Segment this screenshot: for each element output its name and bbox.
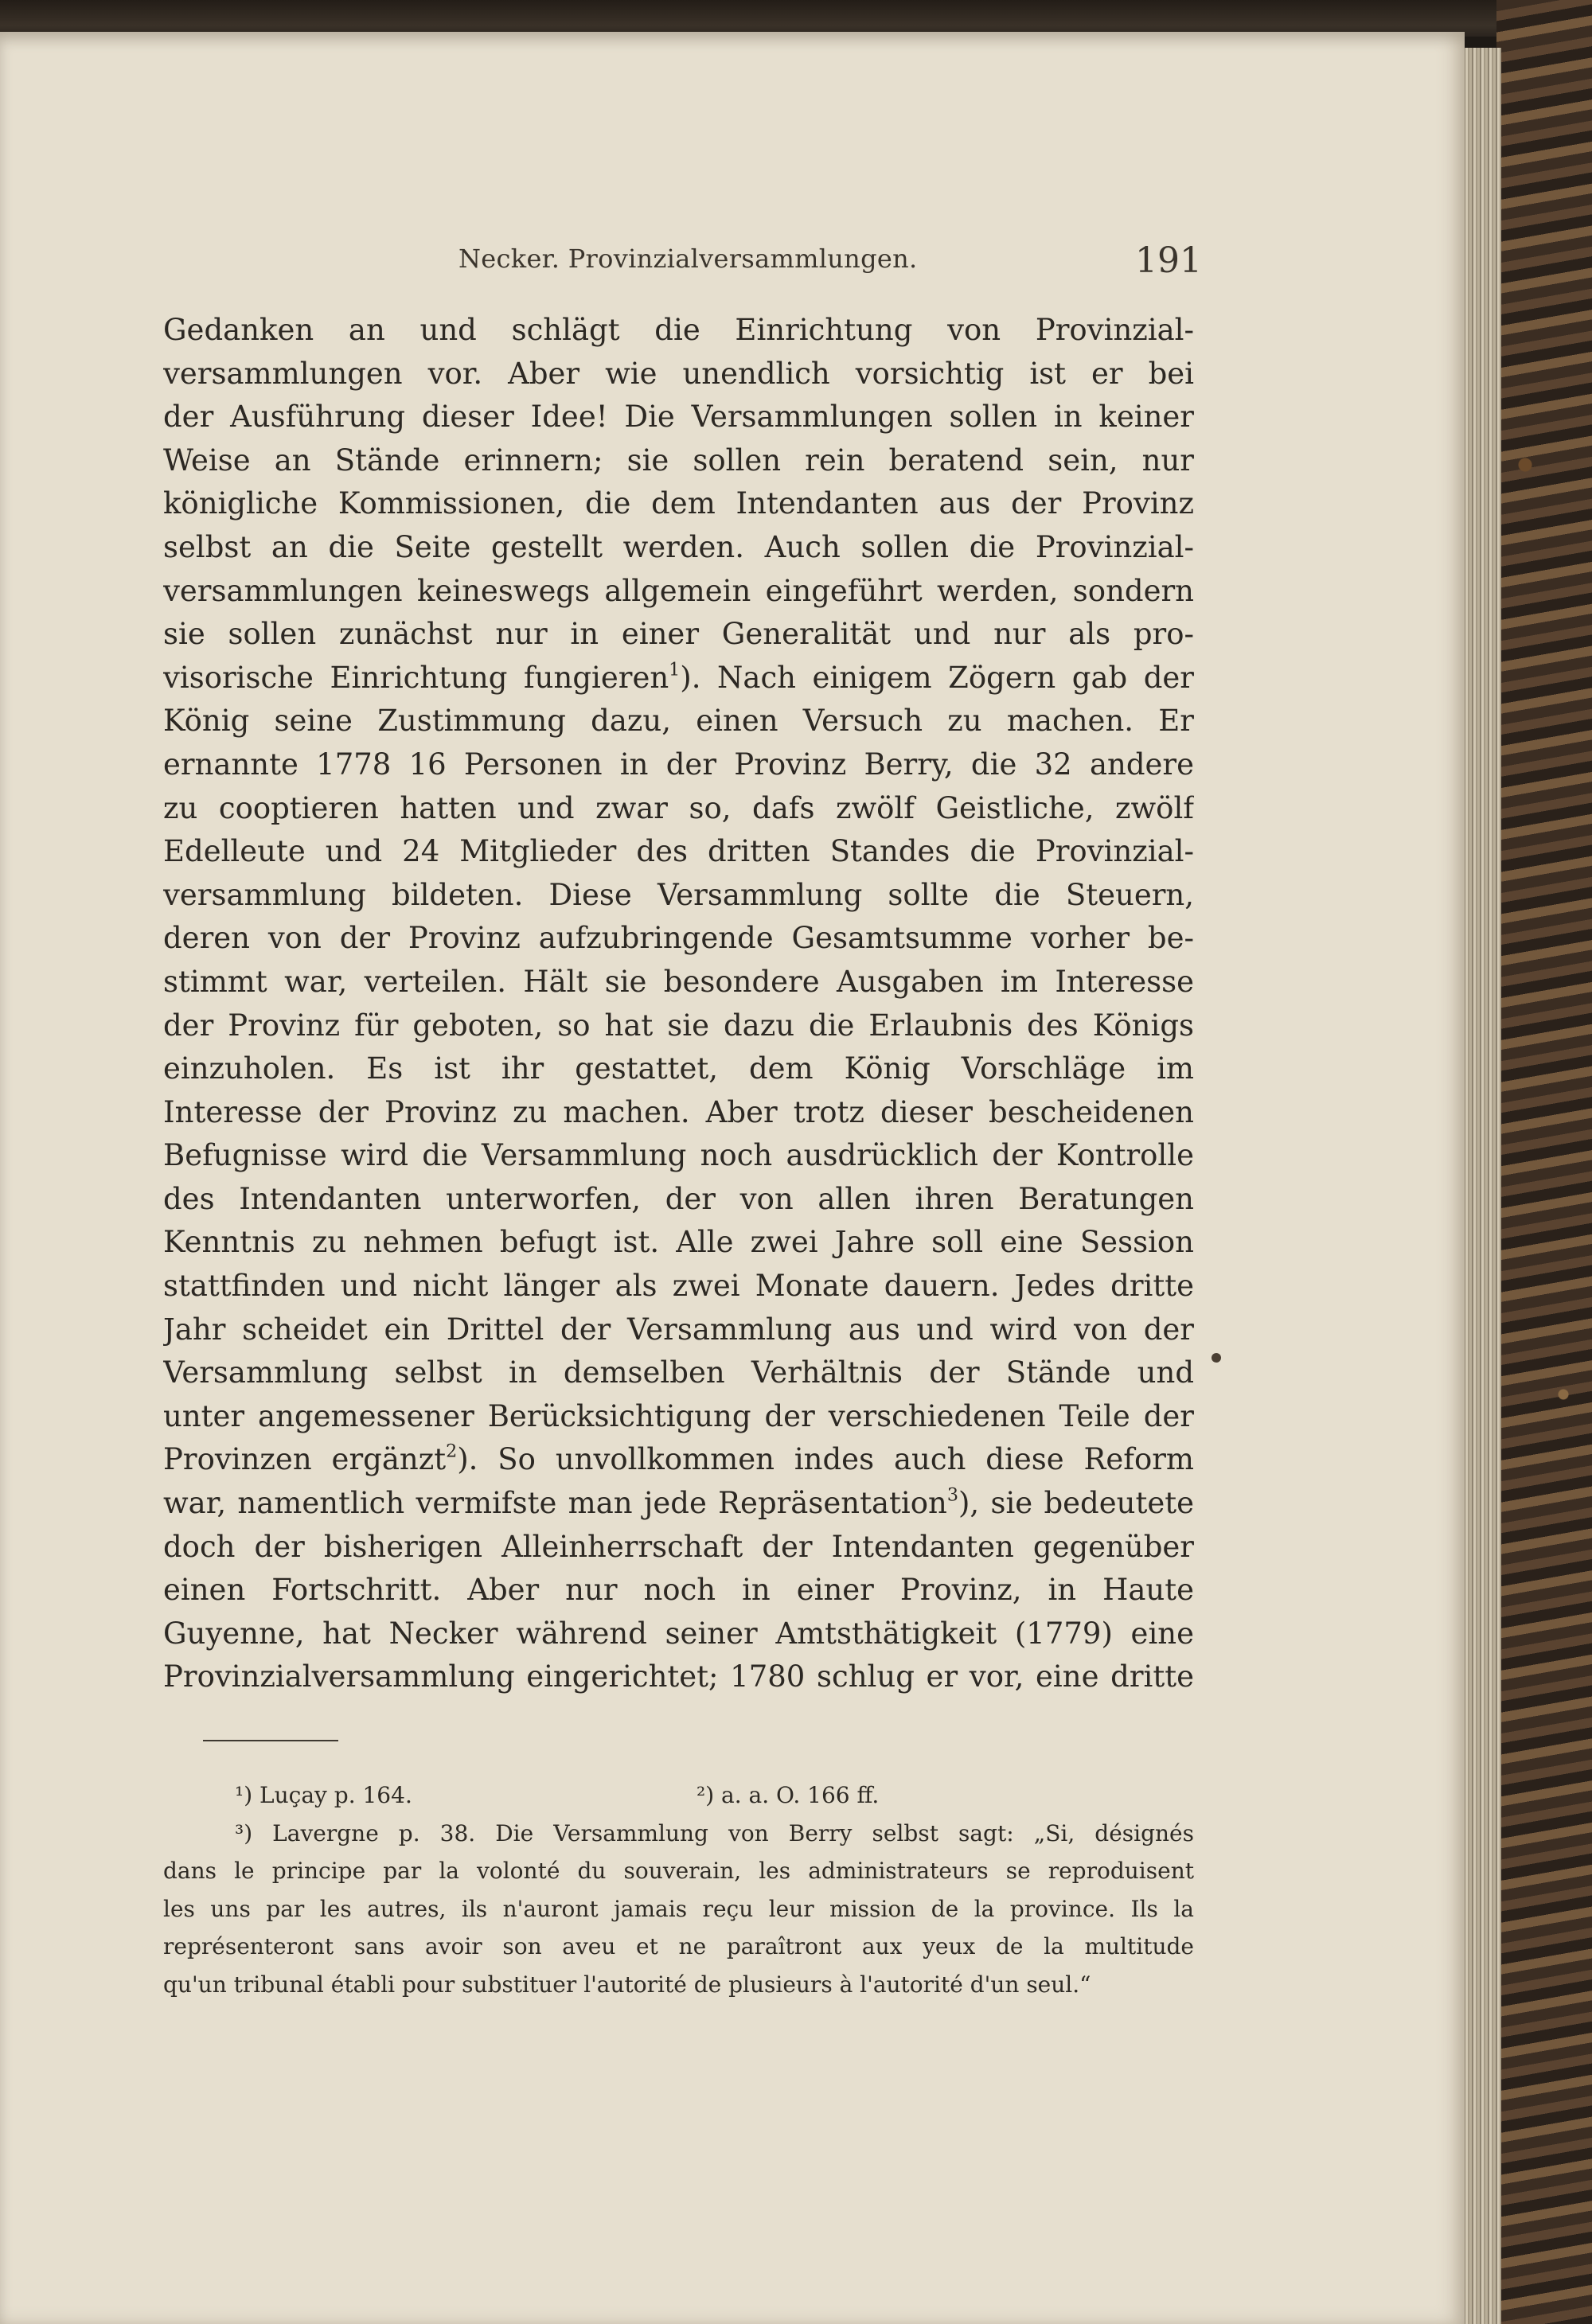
text-line: Versammlung selbst in demselben Verhältnis der Stände und: [163, 1355, 1194, 1390]
footnote-line: [163, 1776, 1194, 1815]
text-line: ernannte 1778 16 Personen in der Provinz Berry, die 32 andere: [163, 747, 1194, 782]
text-segment: ). Nach einigem Zögern gab der: [680, 660, 1194, 695]
text-line: sie sollen zunächst nur in einer Generalität und nur als pro-: [163, 617, 1194, 652]
text-line: versammlung bildeten. Diese Versammlung sollte die Steuern,: [163, 877, 1194, 912]
text-line: [163, 657, 1194, 700]
text-line: Guyenne, hat Necker während seiner Amtsthätigkeit (1779) eine: [163, 1616, 1194, 1651]
text-segment: ). So unvollkommen indes auch diese Reform: [457, 1442, 1194, 1477]
footnote-ref-1: 1: [669, 659, 681, 680]
text-line: selbst an die Seite gestellt werden. Auch sollen die Provinzial-: [163, 529, 1194, 564]
page-number: 191: [1135, 240, 1202, 281]
text-line: [163, 1482, 1194, 1526]
footnotes: [163, 1776, 1194, 2003]
running-head-title: Necker. Provinzialversammlungen.: [458, 244, 918, 274]
text-line: einzuholen. Es ist ihr gestattet, dem König Vorschläge im: [163, 1051, 1194, 1086]
text-line: deren von der Provinz aufzubringende Gesamtsumme vorher be-: [163, 921, 1194, 956]
text-line: Jahr scheidet ein Drittel der Versammlung aus und wird von der: [163, 1312, 1194, 1347]
text-line: [163, 1438, 1194, 1482]
text-line: Interesse der Provinz zu machen. Aber trotz dieser bescheidenen: [163, 1094, 1194, 1129]
text-line: unter angemessener Berücksichtigung der verschiedenen Teile der: [163, 1398, 1194, 1433]
text-line: Gedanken an und schlägt die Einrichtung von Provinzial-: [163, 313, 1194, 347]
footnote-2: ²) a. a. O. 166 ff.: [696, 1782, 880, 1808]
text-line: Provinzialversammlung eingerichtet; 1780 schlug er vor, eine dritte: [163, 1659, 1194, 1694]
text-line: Edelleute und 24 Mitglieder des dritten Standes die Provinzial-: [163, 834, 1194, 869]
text-line: Kenntnis zu nehmen befugt ist. Alle zwei Jahre soll eine Session: [163, 1225, 1194, 1260]
text-line: der Ausführung dieser Idee! Die Versammlungen sollen in keiner: [163, 400, 1194, 435]
text-segment: Provinzen ergänzt: [163, 1442, 447, 1477]
text-line: der Provinz für geboten, so hat sie dazu die Erlaubnis des Königs: [163, 1008, 1194, 1043]
text-line: zu cooptieren hatten und zwar so, dafs zwölf Geistliche, zwölf: [163, 790, 1194, 825]
text-line: stimmt war, verteilen. Hält sie besondere Ausgaben im Interesse: [163, 964, 1194, 999]
footnote-3-line: les uns par les autres, ils n'auront jamais reçu leur mission de la province. Ils la: [163, 1895, 1194, 1922]
text-line: versammlungen vor. Aber wie unendlich vorsichtig ist er bei: [163, 356, 1194, 391]
text-line: Befugnisse wird die Versammlung noch ausdrücklich der Kontrolle: [163, 1138, 1194, 1173]
text-line: versammlungen keineswegs allgemein eingeführt werden, sondern: [163, 573, 1194, 608]
footnote-1: ¹) Luçay p. 164.: [235, 1782, 412, 1808]
text-line: König seine Zustimmung dazu, einen Versuch zu machen. Er: [163, 704, 1194, 739]
marbled-book-cover: [1496, 0, 1592, 2324]
text-line: königliche Kommissionen, die dem Intendanten aus der Provinz: [163, 486, 1194, 521]
text-segment: visorische Einrichtung fungieren: [163, 660, 669, 695]
text-line: des Intendanten unterworfen, der von allen ihren Beratungen: [163, 1181, 1194, 1216]
text-segment: war, namentlich vermifste man jede Repräsentation: [163, 1486, 947, 1521]
text-line: doch der bisherigen Alleinherrschaft der Intendanten gegenüber: [163, 1529, 1194, 1564]
body-text: [163, 309, 1194, 1699]
ink-spot: [1212, 1353, 1221, 1363]
text-line: Weise an Stände erinnern; sie sollen rein beratend sein, nur: [163, 443, 1194, 478]
text-line: stattfinden und nicht länger als zwei Monate dauern. Jedes dritte: [163, 1269, 1194, 1304]
footnote-3-line: dans le principe par la volonté du souverain, les administrateurs se reproduisent: [163, 1858, 1194, 1884]
text-line: einen Fortschritt. Aber nur noch in einer Provinz, in Haute: [163, 1573, 1194, 1608]
footnote-ref-3: 3: [946, 1484, 958, 1506]
running-head: [159, 240, 1202, 280]
footnote-3-line: représenteront sans avoir son aveu et ne paraîtront aux yeux de la multitude: [163, 1933, 1194, 1959]
footnote-3-line: qu'un tribunal établi pour substituer l'autorité de plusieurs à l'autorité d'un seul.“: [163, 1971, 1091, 1998]
footnote-rule: [203, 1740, 338, 1741]
footnote-3-line: ³) Lavergne p. 38. Die Versammlung von Berry selbst sagt: „Si, désignés: [235, 1819, 1194, 1846]
text-segment: ), sie bedeutete: [958, 1486, 1194, 1521]
footnote-ref-2: 2: [446, 1441, 458, 1462]
